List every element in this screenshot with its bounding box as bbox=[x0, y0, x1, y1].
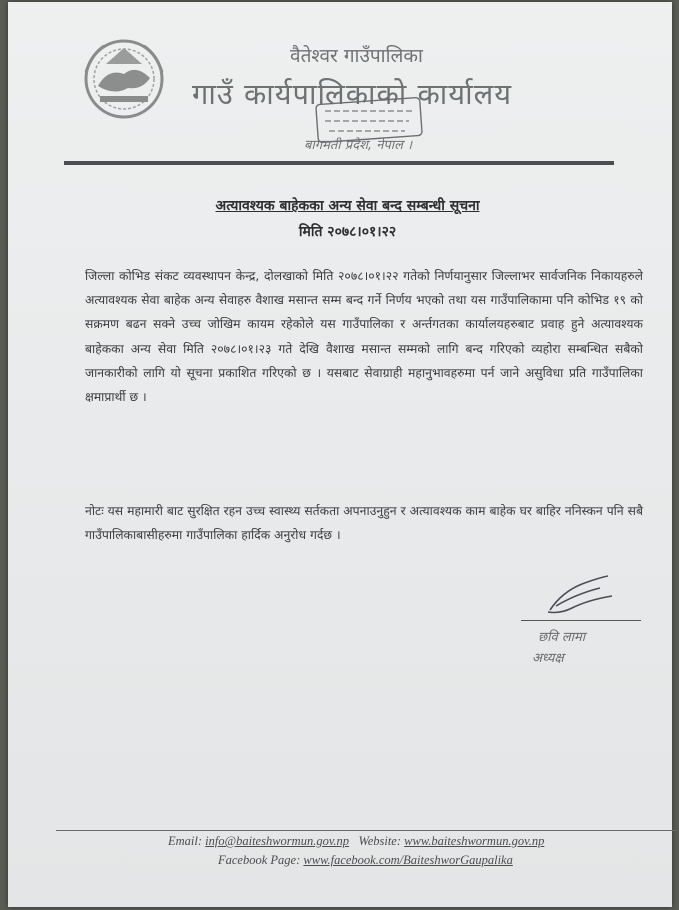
facebook-link[interactable]: www.facebook.com/BaiteshworGaupalika bbox=[303, 853, 513, 867]
notice-date: मिति २०७८।०१।२२ bbox=[298, 224, 397, 240]
office-address: बागमती प्रदेश, नेपाल । bbox=[304, 138, 413, 153]
notice-title: अत्यावश्यक बाहेकका अन्य सेवा बन्द सम्बन्धी सूचना bbox=[215, 198, 480, 214]
signatory-name: छवि लामा bbox=[538, 630, 586, 645]
email-link[interactable]: info@baiteshwormun.gov.np bbox=[205, 834, 350, 848]
notice-paragraph-1: जिल्ला कोभिड संकट व्यवस्थापन केन्द्र, दोलखाको मिति २०७८।०१।२२ गतेको निर्णयानुसार जिल्लाभर सार्वजनिक निकायहरुले अत्यावश्यक सेवा बाहेक अन्य सेवाहरु वैशाख मसान्त सम्म बन्द गर्ने निर्णय भएको तथा यस गाउँपालिकामा पनि कोभिड १९ को सक्रमण बढन सक्ने उच्च जोखिम कायम रहेकोले यस गाउँपालिका र अर्न्तगतका कार्यालयहरुबाट प्रवाह हुने अत्यावश्यक बाहेकका अन्य सेवा मिति २०७८।०१।२३ गते देखि वैशाख मसान्त सम्मको लागि बन्द गरिएको व्यहोरा सम्बन्धित सबैको जानकारीको लागि यो सूचना प्रकाशित गरिएको छ । यसबाट सेवाग्राही महानुभावहरुमा पर्न जाने असुविधा प्रति गाउँपालिका क्षमाप्रार्थी छ । bbox=[85, 269, 643, 405]
footer-contact-line bbox=[168, 834, 544, 849]
email-label: Email: bbox=[168, 834, 203, 848]
office-name: गाउँ कार्यपालिकाको कार्यालय bbox=[192, 77, 513, 111]
municipality-name: वैतेश्वर गाउँपालिका bbox=[290, 45, 423, 67]
header-rule bbox=[64, 161, 614, 165]
notice-paragraph-2: नोटः यस महामारी बाट सुरक्षित रहन उच्च स्वास्थ्य सर्तकता अपनाउनुहुन र अत्यावश्यक काम बाहेक घर बाहिर ननिस्कन पनि सबै गाउँपालिकाबासीहरुमा गाउँपालिका हार्दिक अनुरोध गर्दछ । bbox=[85, 504, 643, 543]
office-stamp bbox=[313, 97, 425, 143]
facebook-label: Facebook Page: bbox=[218, 853, 301, 867]
signature-line bbox=[521, 620, 641, 621]
signatory-title: अध्यक्ष bbox=[532, 651, 564, 666]
website-link[interactable]: www.baiteshwormun.gov.np bbox=[404, 834, 545, 848]
footer-facebook-line bbox=[218, 853, 513, 868]
letter-page bbox=[8, 2, 672, 907]
footer-rule bbox=[56, 830, 676, 831]
nepal-emblem-logo bbox=[78, 34, 170, 120]
signature-mark bbox=[542, 570, 618, 618]
website-label: Website: bbox=[358, 834, 402, 848]
